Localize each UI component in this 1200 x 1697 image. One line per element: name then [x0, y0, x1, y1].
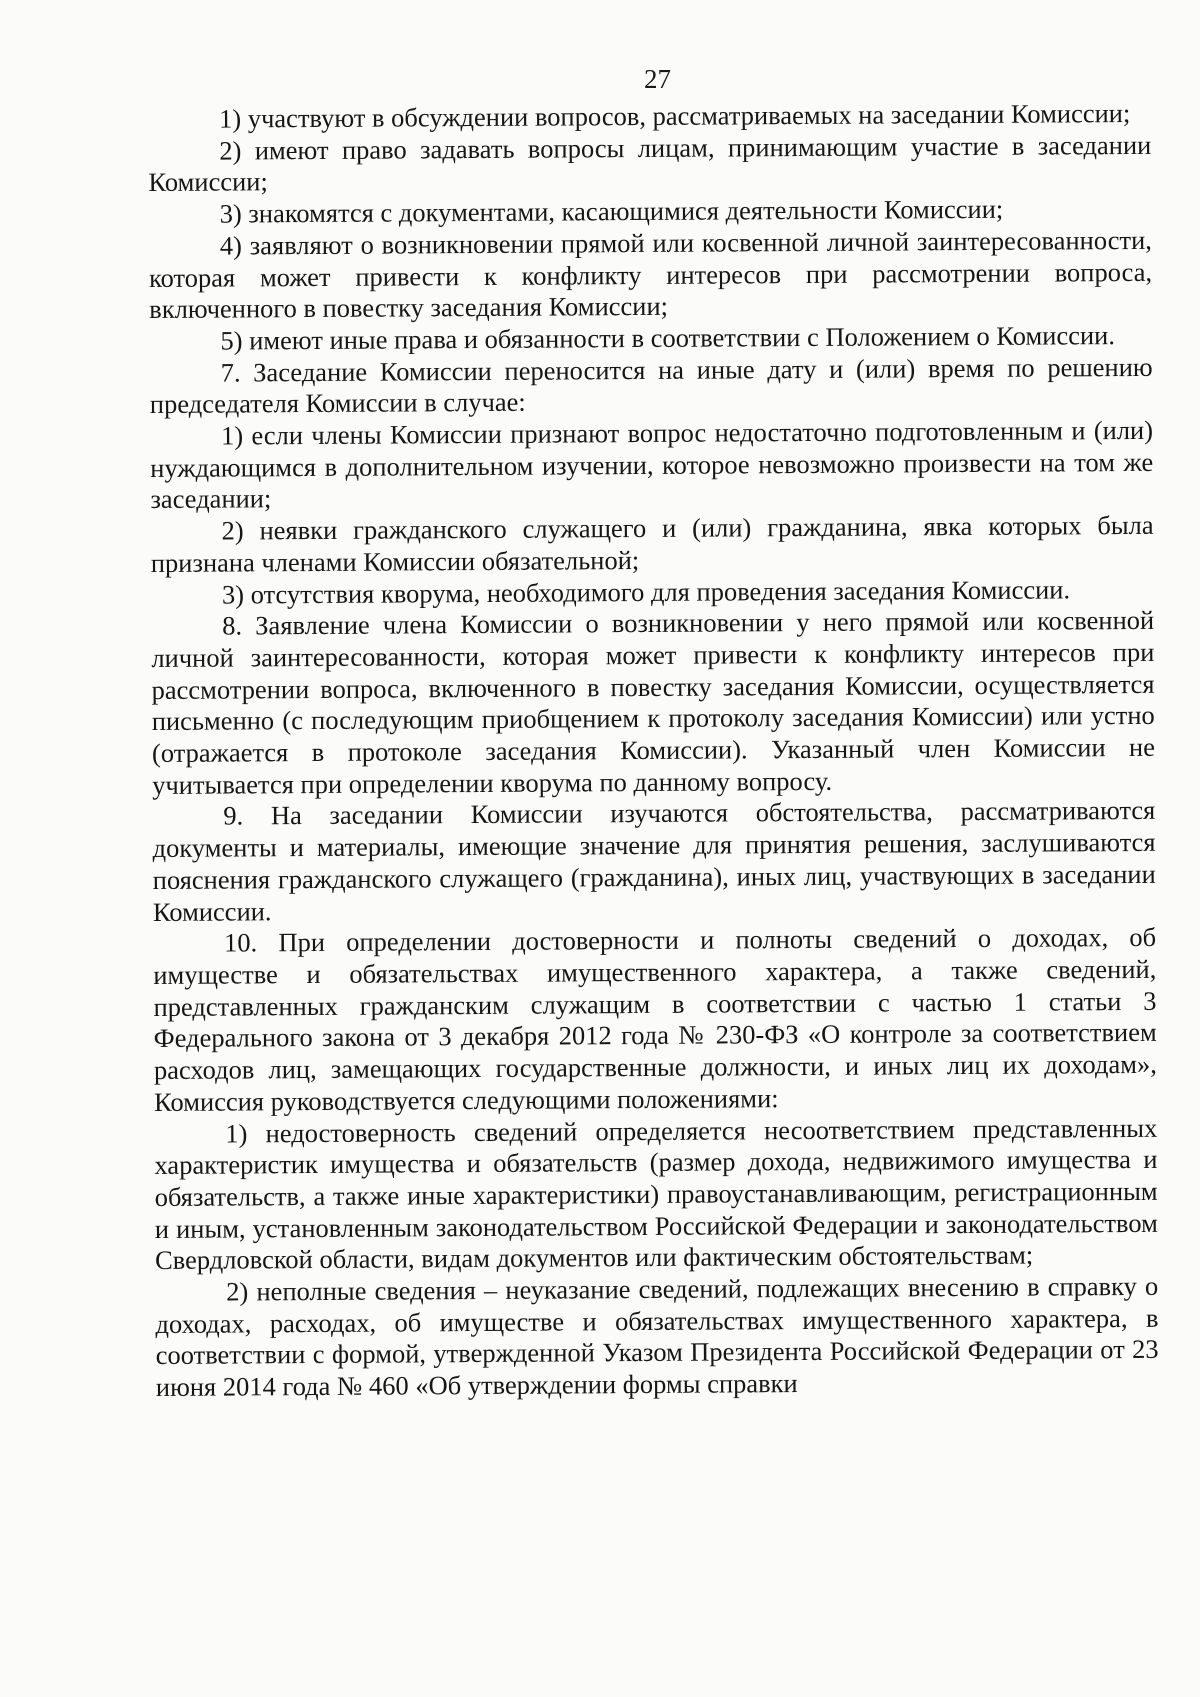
- paragraph-section-9: 9. На заседании Комиссии изучаются обстоятельства, рассматриваются документы и материалы, имеющие значение для принятия решения, заслушиваются пояснения гражданского служащего (гражданина), иных лиц, участвующих в заседании Комиссии.: [152, 795, 1156, 927]
- paragraph-member-right-2: 2) имеют право задавать вопросы лицам, принимающим участие в заседании Комиссии;: [148, 129, 1152, 198]
- page-number: 27: [644, 64, 671, 94]
- paragraph-section-7: 7. Заседание Комиссии переносится на иные дату и (или) время по решению председателя Комиссии в случае:: [149, 351, 1153, 420]
- paragraph-member-right-3: 3) знакомятся с документами, касающимися деятельности Комиссии;: [219, 193, 1004, 229]
- paragraph-section-10-item-2: 2) неполные сведения – неуказание сведений, подлежащих внесению в справку о доходах, расходах, об имуществе и обязательствах имущественного характера, в соответствии с формой, утвержденной Указом Президента Российской Федерации от 23 июня 2014 года № 460 «Об утверждении формы справки: [155, 1270, 1159, 1403]
- paragraph-section-10: 10. При определении достоверности и полноты сведений о доходах, об имуществе и обязательствах имущественного характера, а также сведений, представленных гражданским служащим в соответствии с частью 1 статьи 3 Федерального закона от 3 декабря 2012 года № 230-ФЗ «О контроле за соответствием расходов лиц, замещающих государственные должности, и иных лиц их доходам», Комиссия руководствуется следующими положениями:: [153, 922, 1157, 1117]
- document-body: [148, 98, 1159, 1404]
- paragraph-member-right-1: 1) участвуют в обсуждении вопросов, рассматриваемых на заседании Комиссии;: [218, 98, 1131, 134]
- paragraph-section-7-item-2: 2) неявки гражданского служащего и (или) гражданина, явка которых была признана членами Комиссии обязательной;: [150, 510, 1154, 578]
- paragraph-section-8: 8. Заявление члена Комиссии о возникновении у него прямой или косвенной личной заинтересованности, которая может привести к конфликту интересов при рассмотрении вопроса, включенного в повестку заседания Комиссии, осуществляется письменно (с последующим приобщением к протоколу заседания Комиссии) или устно (отражается в протоколе заседания Комиссии). Указанный член Комиссии не учитывается при определении кворума по данному вопросу.: [151, 605, 1156, 800]
- paragraph-member-right-4: 4) заявляют о возникновении прямой или косвенной личной заинтересованности, которая может привести к конфликту интересов при рассмотрении вопроса, включенного в повестку заседания Комиссии;: [148, 224, 1153, 325]
- paragraph-member-right-5: 5) имеют иные права и обязанности в соответствии с Положением о Комиссии.: [220, 320, 1116, 356]
- paragraph-section-7-item-1: 1) если члены Комиссии признают вопрос недостаточно подготовленным и (или) нуждающимся в дополнительном изучении, которое невозможно произвести на том же заседании;: [150, 414, 1154, 515]
- paragraph-section-7-item-3: 3) отсутствия кворума, необходимого для проведения заседания Комиссии.: [221, 573, 1071, 610]
- paragraph-section-10-item-1: 1) недостоверность сведений определяется несоответствием представленных характеристик имущества и обязательств (размер дохода, недвижимого имущества и обязательств, а также иные характеристики) правоустанавливающим, регистрационным и иным, установленным законодательством Российской Федерации и законодательством Свердловской области, видам документов или фактическим обстоятельствам;: [154, 1112, 1158, 1276]
